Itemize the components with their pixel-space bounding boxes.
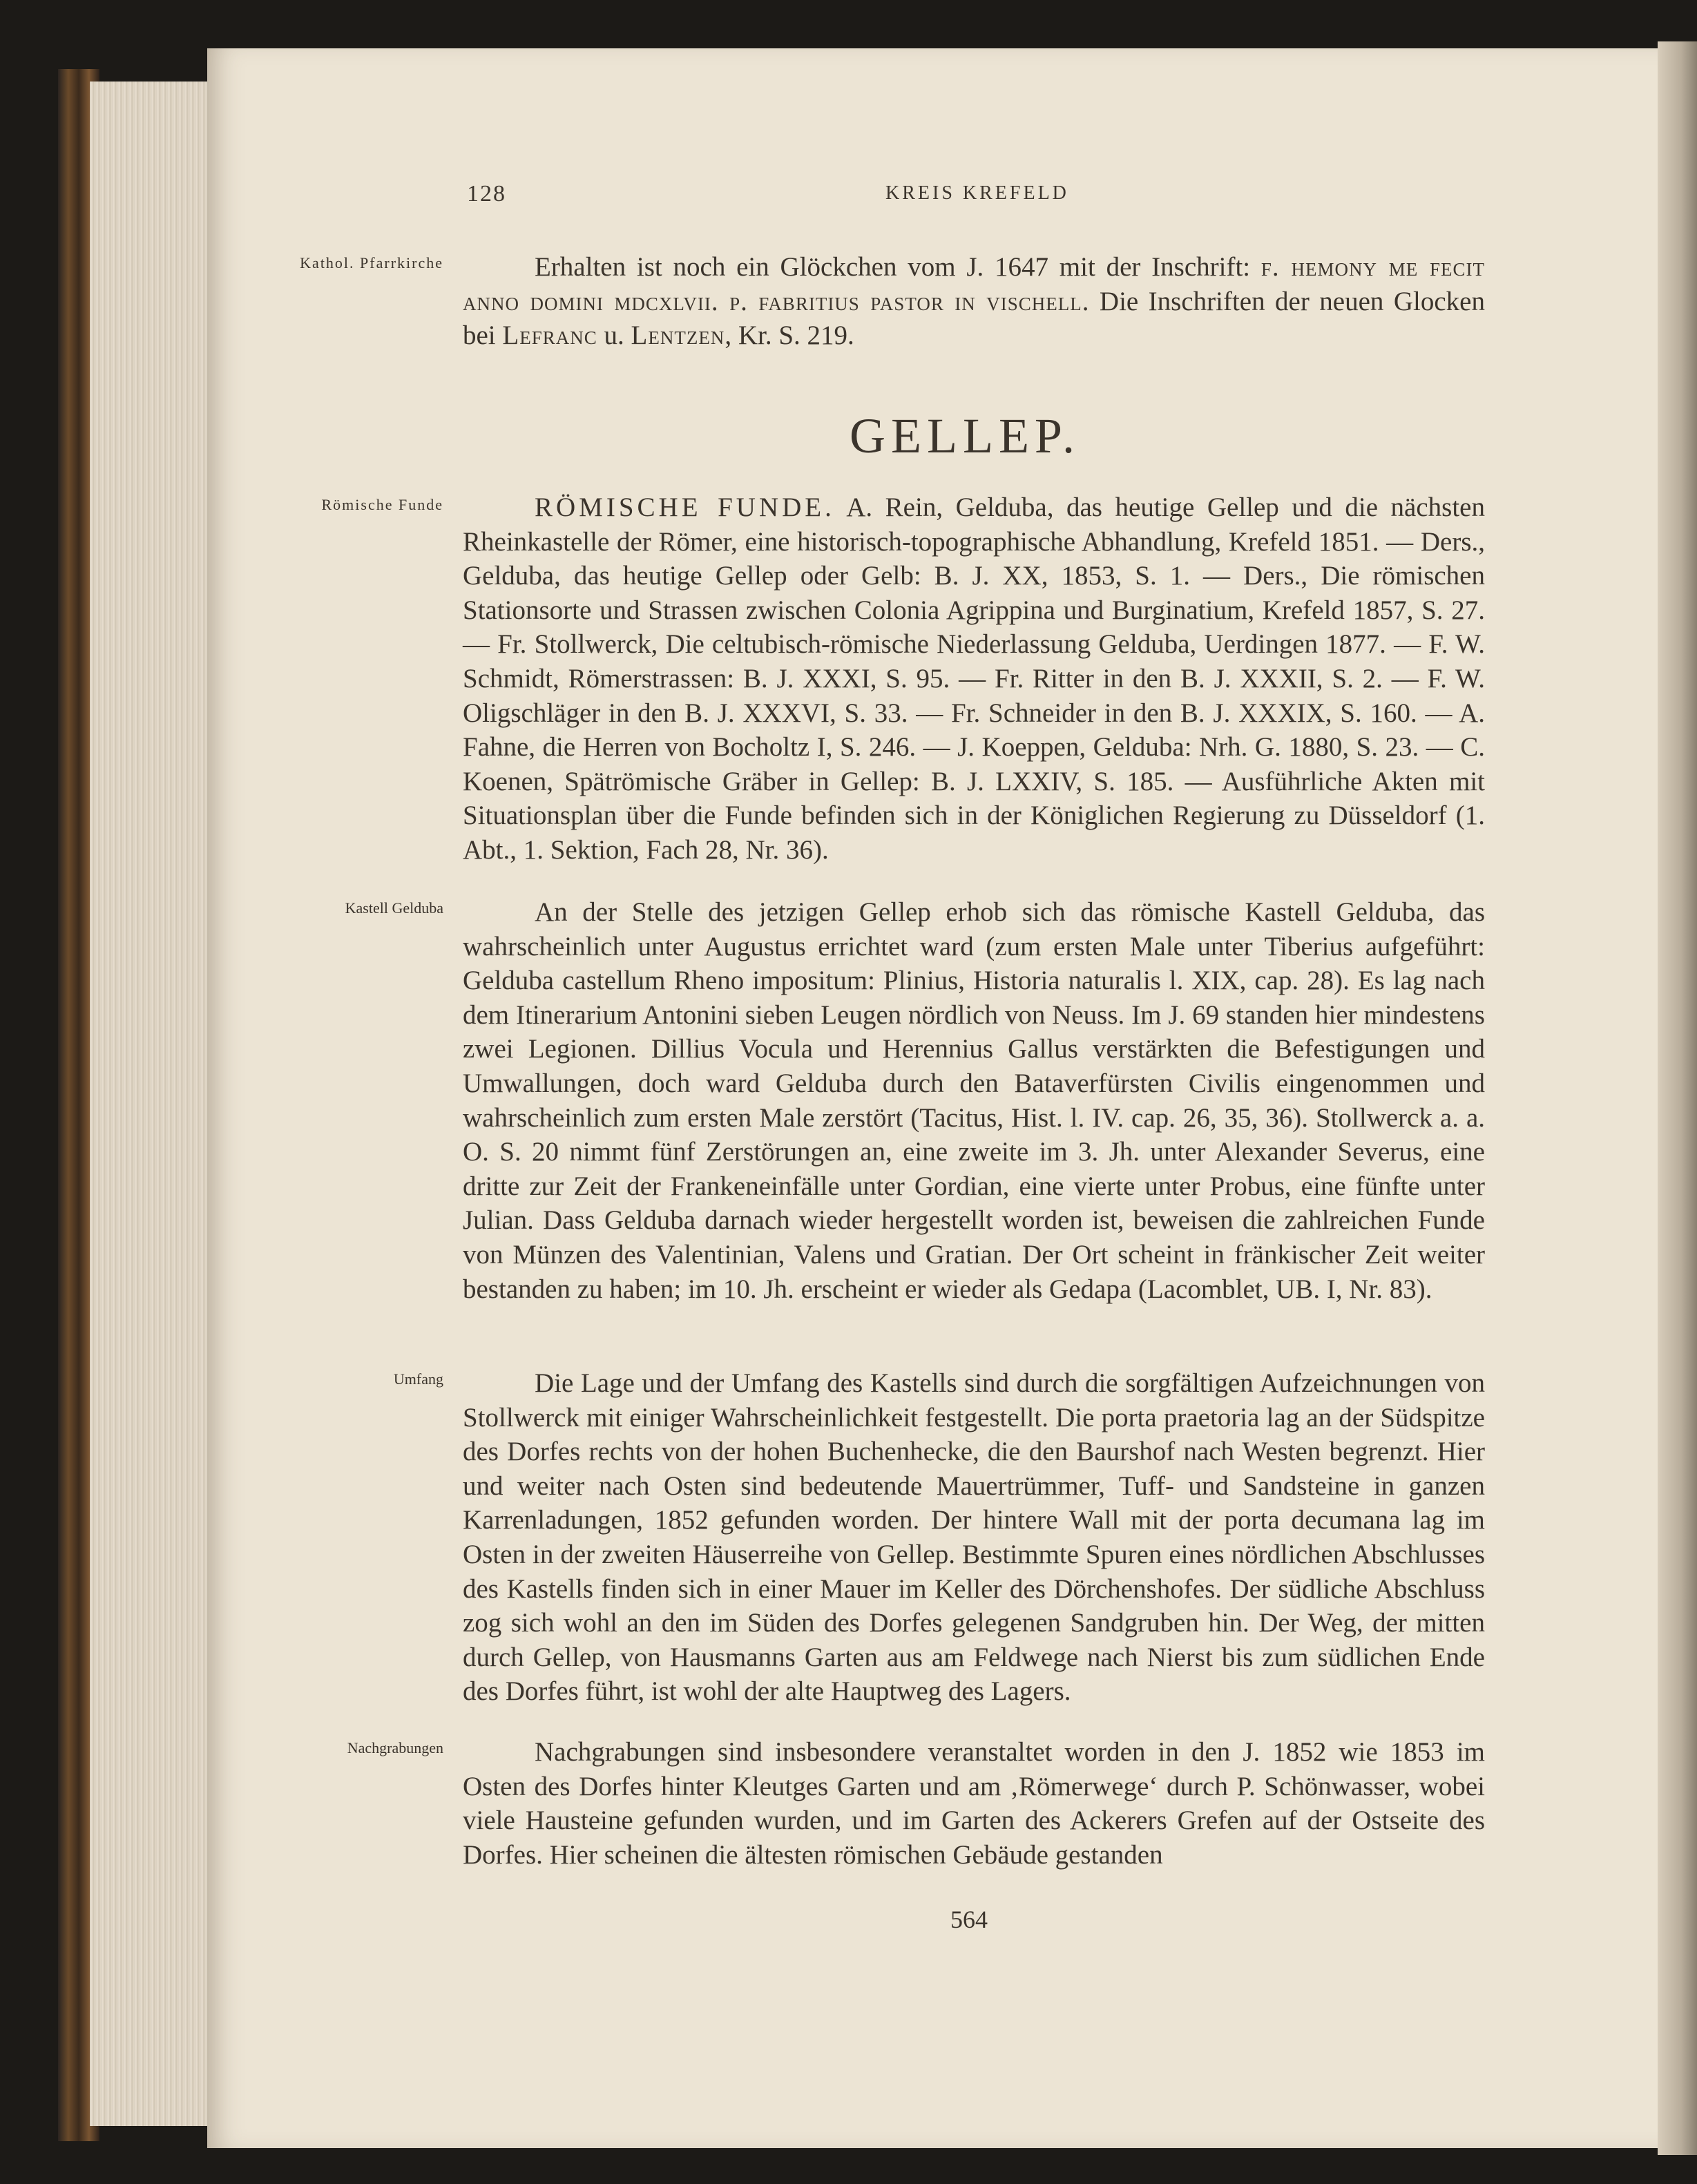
umfang-paragraph: Die Lage und der Umfang des Kastells sind durch die sorgfältigen Aufzeichnungen von Stollwerck mit einiger Wahrscheinlichkeit festgestellt. Die porta praetoria lag an der Südspitze des Dorfes rechts von der hohen Buchenhecke, die den Baurshof nach Westen begrenzt. Hier und weiter nach Osten sind bedeutende Mauertrümmer, Tuff- und Sandsteine in ganzen Karrenladungen, 1852 gefunden worden. Der hintere Wall mit der porta decumana lag im Osten in der zweiten Häuserreihe von Gellep. Bestimmte Spuren eines nördlichen Abschlusses des Kastells finden sich in einer Mauer im Keller des Dörchenshofes. Der südliche Abschluss zog sich wohl an den im Süden des Dorfes gelegenen Sandgruben hin. Der Weg, der mitten durch Gellep, von Hausmanns Garten aus am Feldwege nach Nierst bis zum südlichen Ende des Dorfes führt, ist wohl der alte Hauptweg des Lagers. <box>463 1368 1485 1707</box>
bell-inscription: f. hemony me fecit anno domini mdcxlvii. p. fabritius pastor in vischell. <box>463 252 1485 316</box>
margin-note-roemische-funde: Römische Funde <box>321 496 443 513</box>
margin-note-kathol: Kathol. Pfarrkirche <box>300 254 443 271</box>
page-number: 128 <box>467 181 506 207</box>
section-heading: GELLEP. <box>850 408 1080 463</box>
footer-page-number: 564 <box>950 1906 988 1933</box>
funde-lead: RÖMISCHE FUNDE. <box>535 492 835 522</box>
margin-note-umfang: Umfang <box>393 1370 443 1388</box>
nachgrabungen-paragraph: Nachgrabungen sind insbesondere veranstaltet worden in den J. 1852 wie 1853 im Osten des Dorfes hinter Kleutges Garten und am ‚Römerwege‘ durch P. Schönwasser, wobei viele Hausteine gefunden wurden, und im Garten des Ackerers Grefen auf der Ostseite des Dorfes. Hier scheinen die ältesten römischen Gebäude gestanden <box>463 1737 1485 1870</box>
intro-paragraph: Erhalten ist noch ein Glöckchen vom J. 1647 mit der Inschrift: f. hemony me fecit anno domini mdcxlvii. p. fabritius pastor in vischell. Die Inschriften der neuen Glocken bei Lefranc u. Lentzen, Kr. S. 219. <box>463 252 1485 351</box>
funde-paragraph: RÖMISCHE FUNDE. A. Rein, Gelduba, das heutige Gellep und die nächsten Rheinkastelle der Römer, eine historisch-topographische Abhandlung, Krefeld 1851. — Ders., Gelduba, das heutige Gellep oder Gelb: B. J. XX, 1853, S. 1. — Ders., Die römischen Stationsorte und Strassen zwischen Colonia Agrippina und Burginatium, Krefeld 1857, S. 27. — Fr. Stollwerck, Die celtubisch-römische Niederlassung Gelduba, Uerdingen 1877. — F. W. Schmidt, Römerstrassen: B. J. XXXI, S. 95. — Fr. Ritter in den B. J. XXXII, S. 2. — F. W. Oligschläger in den B. J. XXXVI, S. 33. — Fr. Schneider in den B. J. XXXIX, S. 160. — A. Fahne, die Herren von Bocholtz I, S. 246. — J. Koeppen, Gelduba: Nrh. G. 1880, S. 23. — C. Koenen, Spätrömische Gräber in Gellep: B. J. LXXIV, S. 185. — Ausführliche Akten mit Situationsplan über die Funde befinden sich in der Königlichen Regierung zu Düsseldorf (1. Abt., 1. Sektion, Fach 28, Nr. 36). <box>463 492 1485 865</box>
margin-note-kastell: Kastell Gelduba <box>345 899 443 917</box>
kastell-paragraph: An der Stelle des jetzigen Gellep erhob sich das römische Kastell Gelduba, das wahrscheinlich unter Augustus errichtet ward (zum ersten Male unter Tiberius aufgeführt: Gelduba castellum Rheno impositum: Plinius, Historia naturalis l. XIX, cap. 28). Es lag nach dem Itinerarium Antonini sieben Leugen nördlich von Neuss. Im J. 69 standen hier mindestens zwei Legionen. Dillius Vocula und Herennius Gallus verstärkten die Befestigungen und Umwallungen, doch ward Gelduba durch den Bataverfürsten Civilis eingenommen und wahrscheinlich zum ersten Male zerstört (Tacitus, Hist. l. IV. cap. 26, 35, 36). Stollwerck a. a. O. S. 20 nimmt fünf Zerstörungen an, eine zweite im 3. Jh. unter Alexander Severus, eine dritte zur Zeit der Frankeneinfälle unter Gordian, eine vierte unter Probus, eine fünfte unter Julian. Dass Gelduba darnach wieder hergestellt worden ist, beweisen die zahlreichen Funde von Münzen des Valentinian, Valens und Gratian. Der Ort scheint in fränkischer Zeit weiter bestanden zu haben; im 10. Jh. erscheint er wieder als Gedapa (Lacomblet, UB. I, Nr. 83). <box>463 897 1485 1304</box>
running-head-title: KREIS KREFELD <box>885 182 1069 204</box>
margin-note-nachgrabungen: Nachgrabungen <box>347 1739 443 1756</box>
right-page-edge <box>1658 41 1697 2155</box>
page-edges <box>90 82 214 2126</box>
